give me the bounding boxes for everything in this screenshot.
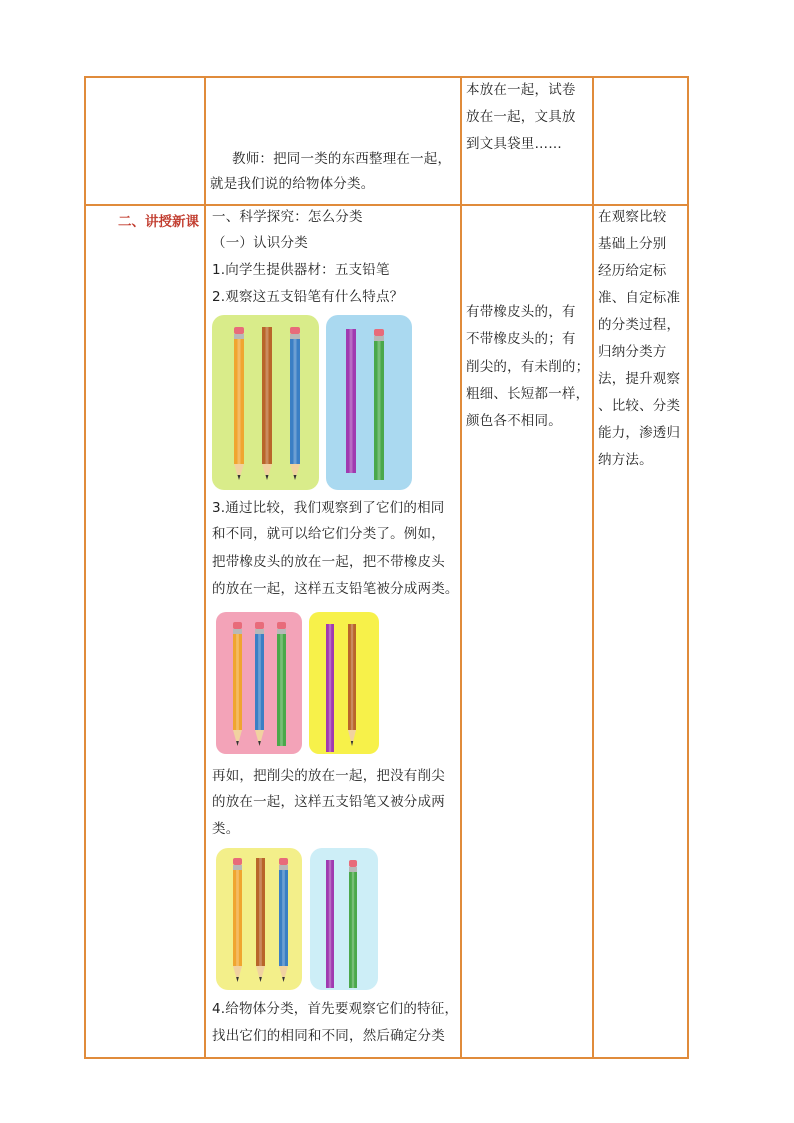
content-line: 2.观察这五支铅笔有什么特点？ [212,289,404,305]
pencil-icon [234,327,244,480]
heading-line: （一）认识分类 [212,235,308,251]
pencil-icon [349,860,357,988]
content-line: 4.给物体分类，首先要观察它们的特征， [212,1001,459,1017]
pencil-icon [279,858,288,982]
content-line: 再如，把削尖的放在一起，把没有削尖 [212,768,445,784]
pencil-icon [290,327,300,480]
pencils-image-1 [212,315,412,490]
student-text: 颜色各不相同。 [466,413,562,429]
row-divider [86,204,687,206]
design-text: 纳方法。 [598,452,653,468]
pencil-icon [348,624,356,746]
design-text: 在观察比较 [598,209,667,225]
section-label: 二、讲授新课 [118,214,199,230]
student-text: 不带橡皮头的；有 [466,331,576,347]
content-line: 3.通过比较，我们观察到了它们的相同 [212,500,445,516]
student-text: 粗细、长短都一样， [466,386,590,402]
column-divider [460,78,462,1057]
content-line: 1.向学生提供器材：五支铅笔 [212,262,390,278]
student-text: 到文具袋里…… [466,136,562,152]
pencil-icon [374,329,384,480]
heading-line: 一、科学探究：怎么分类 [212,209,363,225]
teacher-text: 教师：把同一类的东西整理在一起， [232,151,452,167]
pencil-icon [277,622,286,746]
pencils-image-2 [214,612,382,754]
column-divider [204,78,206,1057]
column-divider [592,78,594,1057]
pencil-icon [326,860,334,988]
pencil-icon [346,329,356,473]
student-text: 削尖的，有未削的； [466,359,590,375]
pencils-image-3 [216,848,380,990]
content-line: 把带橡皮头的放在一起，把不带橡皮头 [212,554,445,570]
content-line: 的放在一起，这样五支铅笔被分成两类。 [212,581,459,597]
design-text: 归纳分类方 [598,344,667,360]
design-text: 、比较、分类 [598,398,681,414]
content-line: 和不同，就可以给它们分类了。例如， [212,526,445,542]
design-text: 基础上分别 [598,236,667,252]
pencil-icon [255,622,264,746]
design-text: 的分类过程， [598,317,681,333]
pencil-icon [262,327,272,480]
pencil-icon [326,624,334,752]
design-text: 准、自定标准 [598,290,681,306]
pencil-icon [233,622,242,746]
student-text: 本放在一起，试卷 [466,82,576,98]
student-text: 有带橡皮头的，有 [466,304,576,320]
pencil-icon [256,858,265,982]
content-line: 的放在一起，这样五支铅笔又被分成两 [212,794,445,810]
design-text: 能力，渗透归 [598,425,681,441]
content-line: 类。 [212,821,240,837]
content-line: 找出它们的相同和不同，然后确定分类 [212,1028,445,1044]
pencil-icon [233,858,242,982]
teacher-text: 就是我们说的给物体分类。 [210,176,375,192]
student-text: 放在一起，文具放 [466,109,576,125]
design-text: 经历给定标 [598,263,667,279]
design-text: 法，提升观察 [598,371,681,387]
